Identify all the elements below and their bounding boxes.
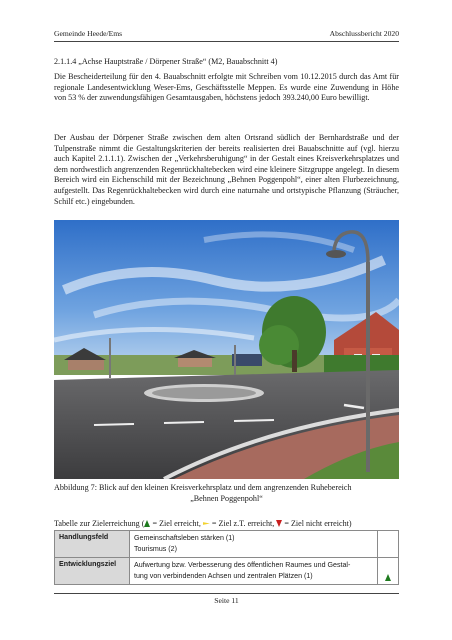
value-line: Aufwertung bzw. Verbesserung des öffentlichen Raumes und Gestal- [134,561,351,569]
table-legend [54,519,399,528]
legend-not-achieved: = Ziel nicht erreicht) [282,519,352,528]
table-row [55,558,399,585]
roundabout-photo [54,220,399,479]
paragraph-funding: Die Bescheiderteilung für den 4. Bauabschnitt erfolgte mit Schreiben vom 10.12.2015 durch das Amt für regionale Landesentwicklung Weser-Ems, Geschäftsstelle Meppen. Es wurde eine Zuwendung in Höhe von 53 % der zuwendungsfähigen Gesamtausgaben, höchstens jedoch 393.240,00 Euro bewilligt. [54,72,399,103]
page-footer [54,593,399,605]
value-line: Gemeinschaftsleben stärken (1) [134,534,235,542]
row-value-entwicklungsziel [130,558,378,585]
header-report-title: Abschlussbericht 2020 [329,29,399,38]
goal-table [54,530,399,585]
status-cell [378,531,399,558]
paragraph-construction: Der Ausbau der Dörpener Straße zwischen dem alten Ortsrand südlich der Bernhardstraße und der Tulpenstraße nimmt die Gestaltungskriterien der bereits realisierten drei Bauabschnitte auf (vgl. hierzu auch Kapitel 2.1.1.1). Zwischen der „Verkehrsberuhigung“ in der Gestalt eines Kreisverkehrsplatzes und dem nordwestlich angrenzenden Regenrückhaltebecken wird eine kleinere Sitzgruppe angelegt. In diesem Bereich wird ein Eichenschild mit der Bezeichnung „Behnen Poggenpohl“, einer alten Flurbezeichnung, aufgestellt. Das Regenrückhaltebecken wird durch eine naturnahe und ortstypische Pflanzung (Sträucher, Schilf etc.) eingebunden. [54,133,399,206]
value-line: tung von verbindenden Achsen und zentralen Plätzen (1) [134,572,313,580]
row-value-handlungsfeld [130,531,378,558]
table-row [55,531,399,558]
section-heading: 2.1.1.4 „Achse Hauptstraße / Dörpener Straße“ (M2, Bauabschnitt 4) [54,57,278,66]
value-line: Tourismus (2) [134,545,177,553]
status-cell [378,558,399,585]
header-municipality: Gemeinde Heede/Ems [54,29,123,38]
row-key-entwicklungsziel: Entwicklungsziel [55,558,130,585]
legend-achieved: = Ziel erreicht, [150,519,203,528]
figure-caption [54,483,399,504]
green-triangle-up-icon [385,574,391,581]
page-header [54,29,399,42]
yellow-sun-icon [203,520,210,527]
legend-prefix: Tabelle zur Zielerreichung ( [54,519,145,528]
legend-partial: = Ziel z.T. erreicht, [209,519,277,528]
caption-line-1: Abbildung 7: Blick auf den kleinen Kreisverkehrsplatz und dem angrenzenden Ruhebereich [54,483,352,492]
row-key-handlungsfeld: Handlungsfeld [55,531,130,558]
page-number: Seite 11 [214,596,239,605]
caption-line-2: „Behnen Poggenpohl“ [190,493,263,503]
